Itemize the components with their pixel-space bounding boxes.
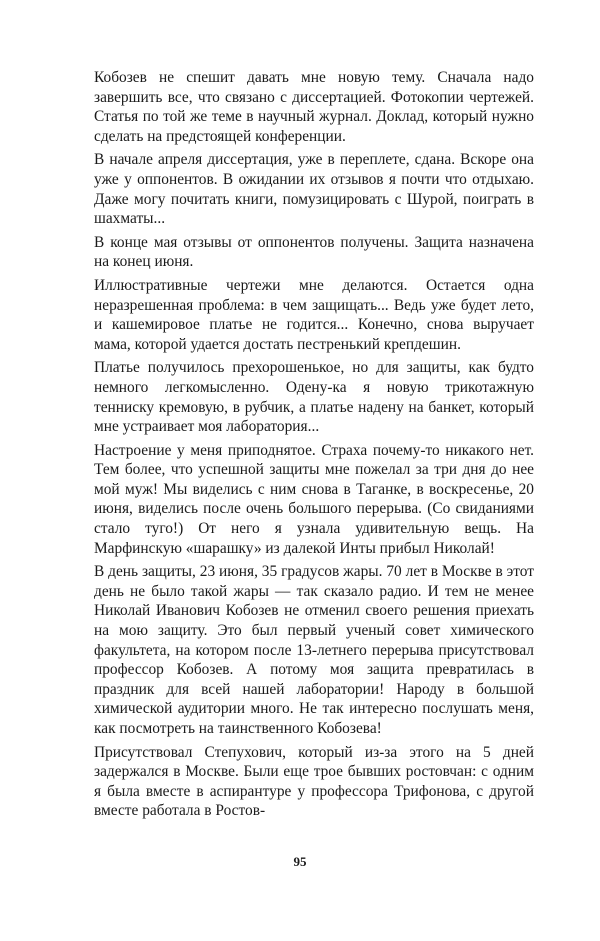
page-number: 95 xyxy=(293,854,307,869)
paragraph-7: В день защиты, 23 июня, 35 градусов жары. 70 лет в Москве в этот день не было такой жары — так сказало радио. И тем не менее Николай Иванович Кобозев не отменил своего решения приехать на мою защиту. Это был первый ученый совет химического факультета, на котором после 13-летнего перерыва присутствовал профессор Кобозев. А потому моя защита превратилась в праздник для всей нашей лаборатории! Народу в большой химической аудитории много. Не так интересно послушать меня, как посмотреть на таинственного Кобозева! xyxy=(94,563,534,737)
paragraph-6: Настроение у меня приподнятое. Страха почему-то никакого нет. Тем более, что успешной защиты мне пожелал за три дня до нее мой муж! Мы виделись с ним снова в Таганке, в воскресенье, 20 июня, виделись после очень большого перерыва. (Со свиданиями стало туго!) От него я узнала удивительную вещь. На Марфинскую «шарашку» из далекой Инты прибыл Николай! xyxy=(94,441,534,557)
paragraph-5: Платье получилось прехорошенькое, но для защиты, как будто немного легкомысленно. Одену-ка я новую трикотажную тенниску кремовую, в рубчик, а платье надену на банкет, который мне устраивает моя лаборатория... xyxy=(94,359,534,436)
paragraph-3: В конце мая отзывы от оппонентов получены. Защита назначена на конец июня. xyxy=(94,233,534,271)
paragraph-8: Присутствовал Степухович, который из-за этого на 5 дней задержался в Москве. Были еще трое бывших ростовчан: с одним я была вместе в аспирантуре у профессора Трифонова, с другой вместе работала в Ростов- xyxy=(94,743,534,820)
paragraph-1: Кобозев не спешит давать мне новую тему. Сначала надо завершить все, что связано с диссертацией. Фотокопии чертежей. Статья по той же теме в научный журнал. Доклад, который нужно сделать на предстоящей конференции. xyxy=(94,69,534,145)
paragraph-2: В начале апреля диссертация, уже в переплете, сдана. Вскоре она уже у оппонентов. В ожидании их отзывов я почти что отдыхаю. Даже могу почитать книги, помузицировать с Шурой, поиграть в шахматы... xyxy=(94,151,534,228)
paragraph-4: Иллюстративные чертежи мне делаются. Остается одна неразрешенная проблема: в чем защищать... Ведь уже будет лето, и кашемировое платье не годится... Конечно, снова выручает мама, которой удается достать пестренький крепдешин. xyxy=(94,276,534,353)
body-text xyxy=(94,68,534,825)
